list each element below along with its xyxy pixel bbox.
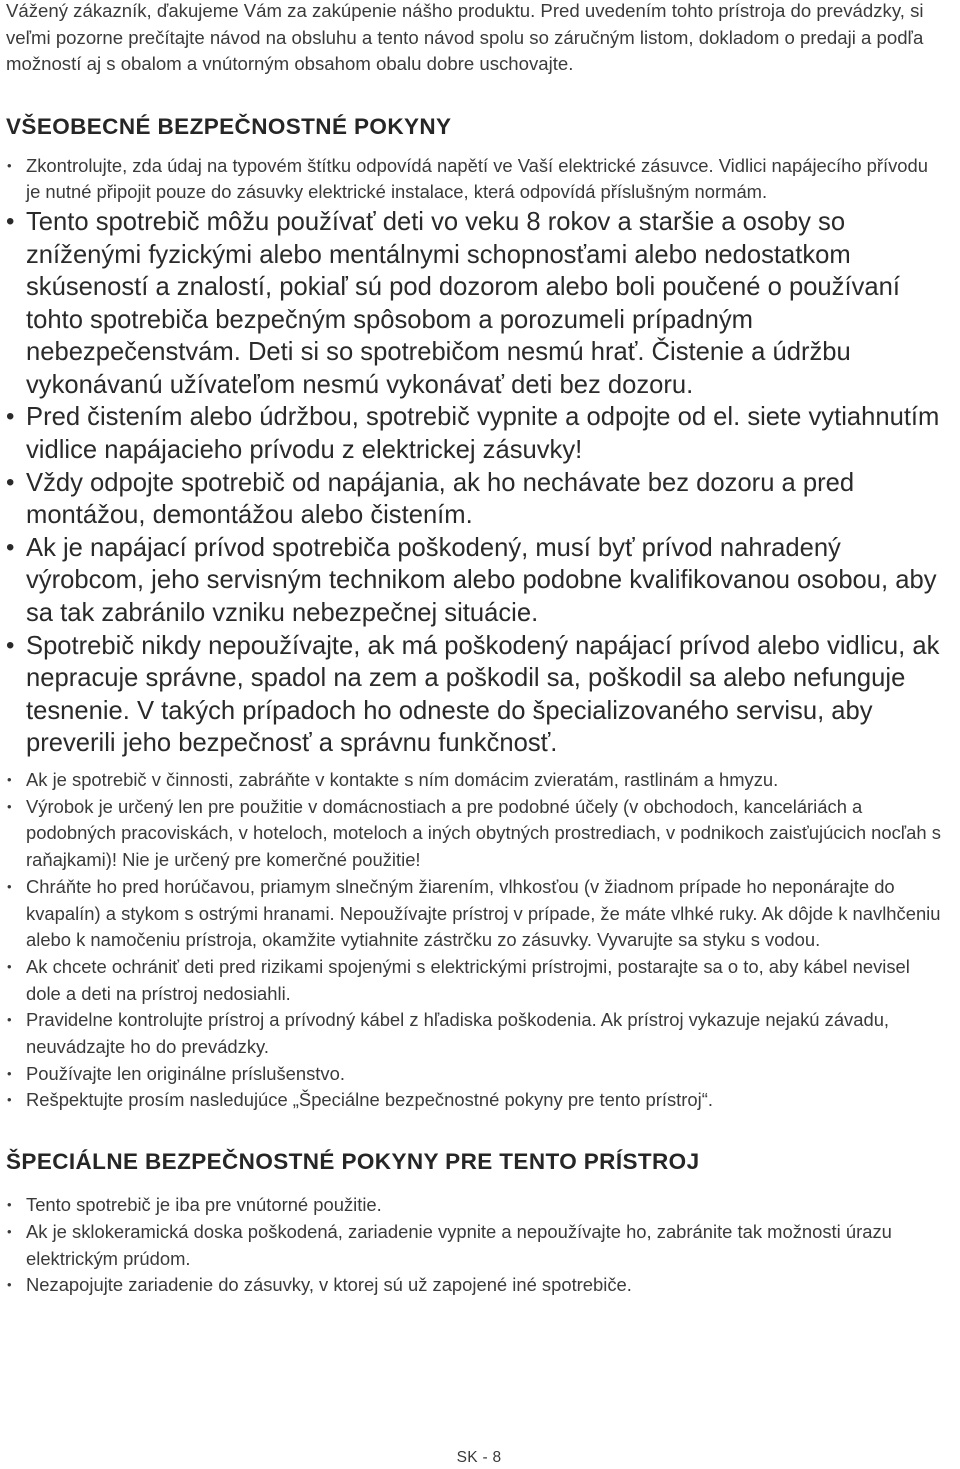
list-item-text: Pravidelne kontrolujte prístroj a prívodný kábel z hľadiska poškodenia. Ak prístroj vykazuje nejakú závadu, neuvádzajte ho do prevádzky. bbox=[26, 1009, 890, 1058]
list-item-text: Chráňte ho pred horúčavou, priamym slnečným žiarením, vlhkosťou (v žiadnom prípade ho neponárajte do kvapalín) a stykom s ostrými hranami. Nepoužívajte prístroj v prípade, že máte vlhké ruky. Ak dôjde k navlhčeniu alebo k namočeniu prístroja, okamžite vytiahnite zástrčku zo zásuvky. Vyvarujte sa styku s vodou. bbox=[26, 875, 941, 951]
bullet-icon: • bbox=[7, 1197, 12, 1213]
list-item-text: Zkontrolujte, zda údaj na typovém štítku odpovídá napětí ve Vaší elektrické zásuvce. Vidlici napájecího přívodu je nutné připojit pouze do zásuvky elektrické instalace, která odpovídá příslušným normám. bbox=[26, 154, 928, 203]
bullet-icon: • bbox=[7, 1092, 12, 1108]
general-safety-heading: VŠEOBECNÉ BEZPEČNOSTNÉ POKYNY bbox=[6, 113, 452, 139]
list-item bbox=[6, 401, 946, 466]
list-item-text: Používajte len originálne príslušenstvo. bbox=[26, 1062, 345, 1084]
list-item-text: Ak je napájací prívod spotrebiča poškodený, musí byť prívod nahradený výrobcom, jeho servisným technikom alebo podobne kvalifikovanou osobou, aby sa tak zabránilo vzniku nebezpečnej situácie. bbox=[26, 533, 937, 628]
list-item-text: Ak je spotrebič v činnosti, zabráňte v kontakte s ním domácim zvieratám, rastlinám a hmyzu. bbox=[26, 769, 779, 790]
list-item bbox=[6, 153, 946, 206]
intro-paragraph: Vážený zákazník, ďakujeme Vám za zakúpenie nášho produktu. Pred uvedením tohto prístroja do prevádzky, si veľmi pozorne prečítajte návod na obsluhu a tento návod spolu so záručným listom, dokladom o predaji a podľa možností aj s obalom a vnútorným obsahom obalu dobre uschovajte. bbox=[6, 0, 924, 74]
bullet-icon: • bbox=[7, 772, 12, 787]
bullet-icon: • bbox=[6, 533, 15, 561]
list-item-text: Tento spotrebič je iba pre vnútorné použitie. bbox=[26, 1194, 382, 1216]
list-item bbox=[6, 1007, 946, 1060]
special-safety-list bbox=[6, 1192, 946, 1299]
general-safety-list-first bbox=[6, 153, 946, 206]
list-item bbox=[6, 1219, 946, 1272]
list-item-text: Ak chcete ochrániť deti pred rizikami spojenými s elektrickými prístrojmi, postarajte sa o to, aby kábel nevisel dole a deti na prístroj nedosiahli. bbox=[26, 955, 910, 1004]
bullet-icon: • bbox=[7, 878, 12, 894]
list-item-text: Tento spotrebič môžu používať deti vo veku 8 rokov a staršie a osoby so zníženými fyzickými alebo mentálnymi schopnosťami alebo nedostatkom skúseností a znalostí, pokiaľ sú pod dozorom alebo boli poučené o používaní tohto spotrebiča bezpečným spôsobom a porozumeli prípadným nebezpečenstvám. Deti si so spotrebičom nesmú hrať. Čistenie a údržbu vykonávanú užívateľom nesmú vykonávať deti bez dozoru. bbox=[26, 207, 900, 399]
list-item bbox=[6, 1087, 946, 1114]
bullet-icon: • bbox=[6, 468, 15, 496]
list-item bbox=[6, 532, 946, 630]
special-safety-heading: ŠPECIÁLNE BEZPEČNOSTNÉ POKYNY PRE TENTO PRÍSTROJ bbox=[6, 1149, 700, 1175]
list-item-text: Pred čistením alebo údržbou, spotrebič vypnite a odpojte od el. siete vytiahnutím vidlice napájacieho prívodu z elektrickej zásuvky! bbox=[26, 403, 940, 465]
list-item bbox=[6, 206, 946, 402]
list-item bbox=[6, 1272, 946, 1299]
bullet-icon: • bbox=[7, 1277, 12, 1293]
list-item-text: Rešpektujte prosím nasledujúce „Špeciálne bezpečnostné pokyny pre tento prístroj“. bbox=[26, 1089, 713, 1111]
bullet-icon: • bbox=[6, 207, 15, 235]
general-safety-list-rest bbox=[6, 767, 946, 1114]
bullet-icon: • bbox=[7, 157, 12, 173]
list-item bbox=[6, 630, 946, 760]
bullet-icon: • bbox=[7, 958, 12, 974]
bullet-icon: • bbox=[7, 1223, 12, 1239]
bullet-icon: • bbox=[7, 1065, 12, 1081]
list-item-text: Výrobok je určený len pre použitie v domácnostiach a pre podobné účely (v obchodoch, kanceláriách a podobných pracoviskách, v hoteloch, moteloch a iných obytných prostrediach, v podnikoch zaisťujúcich nocľah s raňajkami)! Nie je určený pre komerčné použitie! bbox=[26, 795, 941, 871]
list-item bbox=[6, 874, 946, 954]
list-item bbox=[6, 1061, 946, 1088]
page-number-text: SK - 8 bbox=[456, 1449, 502, 1466]
bullet-icon: • bbox=[6, 403, 15, 431]
list-item-text: Spotrebič nikdy nepoužívajte, ak má poškodený napájací prívod alebo vidlicu, ak nepracuje správne, spadol na zem a poškodil sa, poškodil sa alebo nefunguje tesnenie. V takých prípadoch ho odneste do špecializovaného servisu, aby preverili jeho bezpečnosť a správnu funkčnosť. bbox=[26, 631, 940, 758]
general-safety-list-large bbox=[6, 206, 946, 760]
page-number bbox=[0, 1449, 960, 1467]
list-item bbox=[6, 794, 946, 874]
bullet-icon: • bbox=[7, 798, 12, 814]
list-item bbox=[6, 467, 946, 532]
bullet-icon: • bbox=[7, 1012, 12, 1028]
bullet-icon: • bbox=[6, 631, 15, 659]
list-item bbox=[6, 954, 946, 1007]
list-item-text: Ak je sklokeramická doska poškodená, zariadenie vypnite a nepoužívajte ho, zabránite tak možnosti úrazu elektrickým prúdom. bbox=[26, 1220, 892, 1269]
list-item-text: Vždy odpojte spotrebič od napájania, ak ho nechávate bez dozoru a pred montážou, demontážou alebo čistením. bbox=[26, 468, 855, 530]
list-item-text: Nezapojujte zariadenie do zásuvky, v ktorej sú už zapojené iné spotrebiče. bbox=[26, 1274, 632, 1296]
list-item bbox=[6, 767, 946, 794]
list-item bbox=[6, 1192, 946, 1219]
